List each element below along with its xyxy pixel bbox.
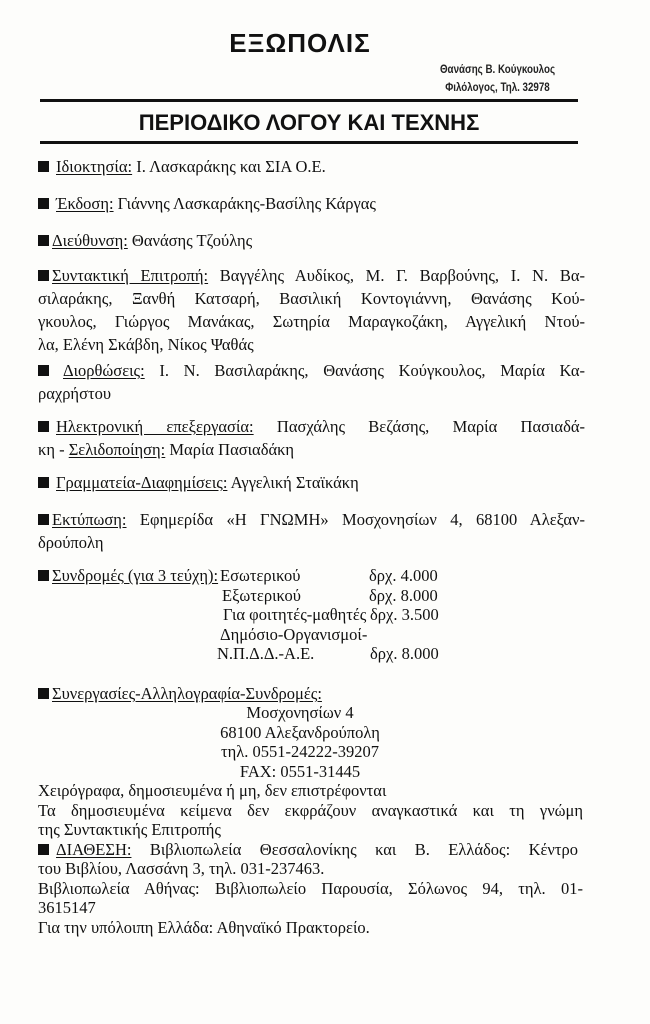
bullet-square-icon	[38, 270, 49, 281]
editorial-committee-entry	[38, 264, 585, 356]
fax-line: FAX: 0551-31445	[239, 762, 361, 781]
subscription-price: δρχ. 8.000	[369, 586, 438, 605]
entry-label: Ιδιοκτησία:	[56, 157, 133, 176]
entry-text: Αγγελική Σταϊκάκη	[227, 473, 359, 492]
entry-text: Γιάννης Λασκαράκης-Βασίλης Κάργας	[113, 194, 376, 213]
bullet-square-icon	[38, 235, 49, 246]
entry-label: Σελιδοποίηση:	[68, 440, 166, 459]
entry-text: του Βιβλίου, Λασσάνη 3, τηλ. 031-237463.	[38, 859, 325, 878]
entry-text: Πασχάλης Βεζάσης, Μαρία Πασιαδά-	[253, 417, 585, 436]
bullet-square-icon	[38, 477, 49, 488]
bullet-square-icon	[38, 514, 49, 525]
entry-text: γκουλος, Γιώργος Μανάκας, Σωτηρία Μαραγκοζάκη, Αγγελική Ντού-	[38, 312, 585, 331]
printing-entry	[38, 508, 585, 554]
entry-label: Συντακτική Επιτροπή:	[52, 266, 209, 285]
entry-label: Ηλεκτρονική επεξεργασία:	[56, 417, 254, 436]
entry-label: Γραμματεία-Διαφημίσεις:	[56, 473, 228, 492]
magazine-subtitle: ΠΕΡΙΟΔΙΚΟ ΛΟΓΟΥ ΚΑΙ ΤΕΧΝΗΣ	[138, 110, 480, 135]
subscription-type: Δημόσιο-Οργανισμοί-	[220, 625, 368, 644]
bullet-square-icon	[38, 570, 49, 581]
subscription-type: Ν.Π.Δ.Δ.-Α.Ε.	[217, 644, 315, 663]
direction-entry	[38, 229, 585, 252]
entry-label: Έκδοση:	[56, 194, 114, 213]
corrections-entry	[38, 359, 585, 405]
entry-text: Για την υπόλοιπη Ελλάδα: Αθηναϊκό Πρακτορείο.	[38, 918, 370, 937]
subscription-price: δρχ. 3.500	[370, 605, 439, 624]
entry-text: ραχρήστου	[38, 384, 112, 403]
bullet-square-icon	[38, 844, 49, 855]
entry-label: Συνδρομές (για 3 τεύχη):	[52, 566, 219, 585]
phone-line: τηλ. 0551-24222-39207	[221, 742, 379, 761]
bullet-square-icon	[38, 161, 49, 172]
entry-label: Διορθώσεις:	[63, 361, 145, 380]
note-line: της Συντακτικής Επιτροπής	[38, 820, 221, 839]
entry-label: ΔΙΑΘΕΣΗ:	[56, 840, 132, 859]
entry-text: Βιβλιοπωλεία Αθήνας: Βιβλιοπωλείο Παρουσία, Σόλωνος 94, τηλ. 01-	[38, 879, 583, 898]
entry-text: λα, Ελένη Σκάβδη, Νίκος Ψαθάς	[38, 335, 254, 354]
bottom-rule	[40, 141, 578, 144]
entry-text: Βαγγέλης Αυδίκος, Μ. Γ. Βαρβούνης, Ι. Ν. Βα-	[208, 266, 586, 285]
ownership-entry	[38, 155, 585, 178]
entry-text: Ι. Ν. Βασιλαράκης, Θανάσης Κούγκουλος, Μαρία Κα-	[144, 361, 585, 380]
subscriptions-label-row	[38, 566, 218, 586]
note-line: Τα δημοσιευμένα κείμενα δεν εκφράζουν αναγκαστικά και τη γνώμη	[38, 801, 583, 820]
entry-text: Ι. Λασκαράκης και ΣΙΑ Ο.Ε.	[132, 157, 326, 176]
address-line: Μοσχονησίων 4	[246, 703, 354, 722]
stamp-line-2: Φιλόλογος, Τηλ. 32978	[445, 82, 550, 94]
contact-label-row	[38, 684, 322, 704]
subscription-price: δρχ. 8.000	[370, 644, 439, 663]
entry-label: Εκτύπωση:	[52, 510, 127, 529]
entry-text: σιλαράκης, Ξανθή Κατσαρή, Βασιλική Κοντογιάννη, Θανάσης Κού-	[38, 289, 585, 308]
entry-text: δρούπολη	[38, 533, 104, 552]
entry-text: Μαρία Πασιαδάκη	[165, 440, 295, 459]
bullet-square-icon	[38, 688, 49, 699]
entry-text: Εφημερίδα «Η ΓΝΩΜΗ» Μοσχονησίων 4, 68100 Αλεξαν-	[126, 510, 585, 529]
bullet-square-icon	[38, 365, 49, 376]
publishing-entry	[38, 192, 585, 215]
stamp-line-1: Θανάσης Β. Κούγκουλος	[439, 64, 556, 76]
subscription-type: Για φοιτητές-μαθητές	[223, 605, 367, 624]
subscription-price: δρχ. 4.000	[369, 566, 438, 585]
bullet-square-icon	[38, 421, 49, 432]
entry-text: 3615147	[38, 898, 96, 917]
address-line: 68100 Αλεξανδρούπολη	[220, 723, 380, 742]
subscription-type: Εξωτερικού	[222, 586, 301, 605]
entry-text: Θανάσης Τζούλης	[127, 231, 253, 250]
secretariat-entry	[38, 471, 585, 494]
note-line: Χειρόγραφα, δημοσιευμένα ή μη, δεν επιστρέφονται	[38, 781, 387, 800]
bullet-square-icon	[38, 198, 49, 209]
entry-label: Διεύθυνση:	[52, 231, 128, 250]
entry-text: Βιβλιοπωλεία Θεσσαλονίκης και Β. Ελλάδος: Κέντρο	[131, 840, 578, 859]
top-rule	[40, 99, 578, 102]
electronic-processing-entry	[38, 415, 585, 461]
magazine-title: ΕΞΩΠΟΛΙΣ	[229, 28, 371, 58]
entry-text: κη -	[38, 440, 69, 459]
entry-label: Συνεργασίες-Αλληλογραφία-Συνδρομές:	[52, 684, 322, 703]
subscription-type: Εσωτερικού	[220, 566, 301, 585]
